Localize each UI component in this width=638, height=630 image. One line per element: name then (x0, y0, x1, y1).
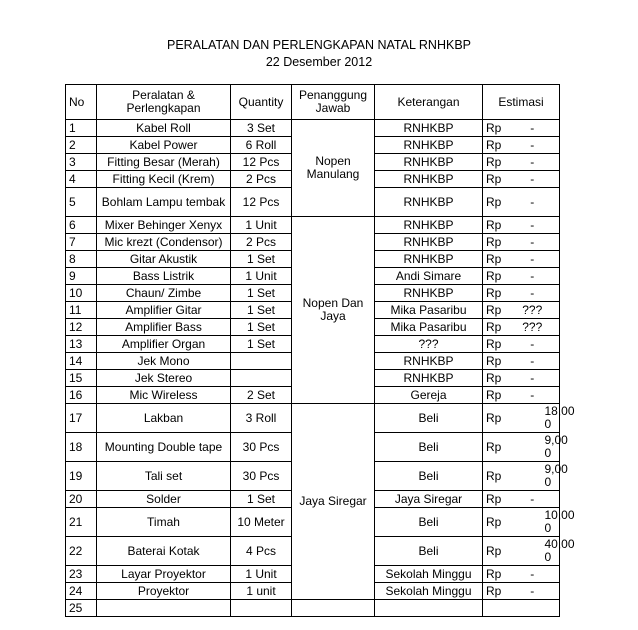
cell-no: 17 (66, 404, 97, 433)
estimasi-line-1: 9,00 (544, 462, 568, 476)
cell-currency: Rp (483, 404, 506, 433)
cell-qty: 3 Roll (231, 404, 292, 433)
cell-keterangan: Jaya Siregar (375, 491, 483, 508)
cell-keterangan: Sekolah Minggu (375, 566, 483, 583)
cell-keterangan: RNHKBP (375, 137, 483, 154)
cell-currency: Rp (483, 387, 506, 404)
estimasi-line-2: 0 (544, 521, 552, 535)
cell-item: Mixer Behinger Xenyx (97, 217, 231, 234)
estimasi-line-2: 0 (544, 475, 552, 489)
cell-item: Bohlam Lampu tembak (97, 188, 231, 217)
cell-no: 8 (66, 251, 97, 268)
column-header-peralatan: Peralatan & Perlengkapan (97, 85, 231, 120)
cell-currency: Rp (483, 137, 506, 154)
cell-no: 24 (66, 583, 97, 600)
cell-estimasi: ??? (506, 302, 560, 319)
cell-no: 23 (66, 566, 97, 583)
cell-estimasi (506, 404, 575, 433)
equipment-table (65, 84, 575, 617)
cell-qty: 4 Pcs (231, 537, 292, 566)
cell-no: 18 (66, 433, 97, 462)
cell-penanggung-group-3: Jaya Siregar (292, 404, 375, 600)
cell-qty: 1 Set (231, 302, 292, 319)
cell-no: 9 (66, 268, 97, 285)
cell-keterangan: RNHKBP (375, 234, 483, 251)
cell-qty: 1 Set (231, 491, 292, 508)
cell-currency: Rp (483, 188, 506, 217)
cell-currency: Rp (483, 583, 506, 600)
cell-estimasi: - (506, 387, 560, 404)
cell-estimasi: - (506, 171, 560, 188)
cell-no: 11 (66, 302, 97, 319)
cell-no: 1 (66, 120, 97, 137)
cell-item: Jek Mono (97, 353, 231, 370)
cell-qty (231, 600, 292, 617)
cell-item: Amplifier Gitar (97, 302, 231, 319)
cell-qty: 2 Set (231, 387, 292, 404)
cell-item: Mic Wireless (97, 387, 231, 404)
cell-keterangan: Andi Simare (375, 268, 483, 285)
cell-keterangan: Beli (375, 462, 483, 491)
cell-keterangan: ??? (375, 336, 483, 353)
cell-no: 3 (66, 154, 97, 171)
cell-keterangan: Gereja (375, 387, 483, 404)
cell-no: 14 (66, 353, 97, 370)
cell-keterangan: RNHKBP (375, 120, 483, 137)
cell-item: Timah (97, 508, 231, 537)
cell-item: Amplifier Bass (97, 319, 231, 336)
cell-qty: 1 Unit (231, 566, 292, 583)
cell-currency: Rp (483, 171, 506, 188)
page-title: PERALATAN DAN PERLENGKAPAN NATAL RNHKBP (166, 38, 471, 52)
cell-item: Mounting Double tape (97, 433, 231, 462)
cell-no: 20 (66, 491, 97, 508)
cell-no: 19 (66, 462, 97, 491)
cell-estimasi: - (506, 154, 560, 171)
cell-estimasi: - (506, 268, 560, 285)
cell-currency: Rp (483, 285, 506, 302)
cell-keterangan: RNHKBP (375, 171, 483, 188)
cell-estimasi (506, 462, 568, 491)
cell-item: Solder (97, 491, 231, 508)
cell-qty: 1 unit (231, 583, 292, 600)
cell-item: Proyektor (97, 583, 231, 600)
cell-currency: Rp (483, 508, 506, 537)
cell-estimasi: - (506, 353, 560, 370)
cell-currency: Rp (483, 268, 506, 285)
cell-keterangan: RNHKBP (375, 285, 483, 302)
estimasi-line-1: 40,00 (544, 537, 575, 551)
cell-keterangan: Mika Pasaribu (375, 319, 483, 336)
cell-no: 21 (66, 508, 97, 537)
estimasi-line-1: 18,00 (544, 404, 575, 418)
table-row (66, 217, 560, 234)
cell-item: Chaun/ Zimbe (97, 285, 231, 302)
table-row (66, 404, 560, 433)
cell-item: Fitting Besar (Merah) (97, 154, 231, 171)
cell-qty: 2 Pcs (231, 234, 292, 251)
cell-currency: Rp (483, 433, 506, 462)
cell-qty: 12 Pcs (231, 188, 292, 217)
cell-qty: 1 Set (231, 336, 292, 353)
cell-qty: 12 Pcs (231, 154, 292, 171)
cell-no: 4 (66, 171, 97, 188)
cell-keterangan: RNHKBP (375, 154, 483, 171)
column-header-quantity: Quantity (231, 85, 292, 120)
cell-keterangan: RNHKBP (375, 353, 483, 370)
cell-no: 15 (66, 370, 97, 387)
cell-currency: Rp (483, 566, 506, 583)
cell-estimasi: - (506, 188, 560, 217)
cell-qty (231, 353, 292, 370)
cell-penanggung (292, 600, 375, 617)
cell-no: 13 (66, 336, 97, 353)
cell-keterangan: RNHKBP (375, 217, 483, 234)
cell-item: Baterai Kotak (97, 537, 231, 566)
column-header-penanggung-jawab: Penanggung Jawab (292, 85, 375, 120)
cell-penanggung-group-2: Nopen Dan Jaya (292, 217, 375, 404)
cell-no: 22 (66, 537, 97, 566)
cell-qty: 1 Unit (231, 268, 292, 285)
cell-item: Mic krezt (Condensor) (97, 234, 231, 251)
cell-keterangan (375, 600, 483, 617)
cell-currency: Rp (483, 154, 506, 171)
cell-currency: Rp (483, 251, 506, 268)
cell-currency: Rp (483, 491, 506, 508)
estimasi-line-1: 9,00 (544, 433, 568, 447)
cell-estimasi: - (506, 234, 560, 251)
cell-item: Gitar Akustik (97, 251, 231, 268)
cell-keterangan: Beli (375, 537, 483, 566)
cell-qty (231, 370, 292, 387)
column-header-estimasi: Estimasi (483, 85, 560, 120)
cell-currency: Rp (483, 370, 506, 387)
cell-currency: Rp (483, 302, 506, 319)
cell-qty: 10 Meter (231, 508, 292, 537)
estimasi-line-2: 0 (544, 446, 552, 460)
cell-qty: 30 Pcs (231, 433, 292, 462)
cell-no: 7 (66, 234, 97, 251)
cell-item (97, 600, 231, 617)
cell-item: Tali set (97, 462, 231, 491)
cell-estimasi: - (506, 370, 560, 387)
cell-estimasi: - (506, 251, 560, 268)
cell-no: 16 (66, 387, 97, 404)
cell-qty: 30 Pcs (231, 462, 292, 491)
cell-qty: 2 Pcs (231, 171, 292, 188)
cell-keterangan: RNHKBP (375, 251, 483, 268)
cell-currency: Rp (483, 234, 506, 251)
cell-currency: Rp (483, 336, 506, 353)
cell-item: Amplifier Organ (97, 336, 231, 353)
cell-estimasi: - (506, 120, 560, 137)
table-header-row (66, 85, 560, 120)
cell-item: Kabel Roll (97, 120, 231, 137)
cell-estimasi (506, 508, 575, 537)
cell-item: Lakban (97, 404, 231, 433)
cell-estimasi: - (506, 285, 560, 302)
cell-qty: 3 Set (231, 120, 292, 137)
cell-keterangan: Mika Pasaribu (375, 302, 483, 319)
cell-estimasi: - (506, 137, 560, 154)
cell-currency: Rp (483, 217, 506, 234)
cell-qty: 6 Roll (231, 137, 292, 154)
cell-keterangan: Beli (375, 404, 483, 433)
column-header-keterangan: Keterangan (375, 85, 483, 120)
cell-no: 25 (66, 600, 97, 617)
cell-estimasi: - (506, 217, 560, 234)
cell-qty: 1 Unit (231, 217, 292, 234)
cell-estimasi: - (506, 491, 560, 508)
cell-item: Fitting Kecil (Krem) (97, 171, 231, 188)
estimasi-line-1: 10,00 (544, 508, 575, 522)
cell-currency: Rp (483, 319, 506, 336)
cell-qty: 1 Set (231, 251, 292, 268)
cell-keterangan: Beli (375, 508, 483, 537)
cell-no: 10 (66, 285, 97, 302)
cell-no: 5 (66, 188, 97, 217)
column-header-no: No (66, 85, 97, 120)
page-date: 22 Desember 2012 (265, 55, 373, 69)
cell-qty: 1 Set (231, 285, 292, 302)
cell-estimasi: ??? (506, 319, 560, 336)
cell-estimasi: - (506, 336, 560, 353)
cell-keterangan: Beli (375, 433, 483, 462)
cell-currency: Rp (483, 462, 506, 491)
estimasi-line-2: 0 (544, 417, 552, 431)
cell-keterangan: RNHKBP (375, 188, 483, 217)
cell-estimasi (506, 537, 575, 566)
cell-currency: Rp (483, 353, 506, 370)
cell-estimasi: - (506, 566, 560, 583)
cell-currency: Rp (483, 120, 506, 137)
cell-keterangan: RNHKBP (375, 370, 483, 387)
cell-estimasi (506, 600, 560, 617)
cell-item: Jek Stereo (97, 370, 231, 387)
cell-item: Layar Proyektor (97, 566, 231, 583)
cell-no: 6 (66, 217, 97, 234)
cell-estimasi: - (506, 583, 560, 600)
cell-item: Kabel Power (97, 137, 231, 154)
cell-no: 12 (66, 319, 97, 336)
cell-qty: 1 Set (231, 319, 292, 336)
table-row (66, 120, 560, 137)
cell-estimasi (506, 433, 568, 462)
cell-item: Bass Listrik (97, 268, 231, 285)
table-row (66, 600, 560, 617)
cell-penanggung-group-1: Nopen Manulang (292, 120, 375, 217)
cell-no: 2 (66, 137, 97, 154)
cell-keterangan: Sekolah Minggu (375, 583, 483, 600)
cell-currency (483, 600, 506, 617)
cell-currency: Rp (483, 537, 506, 566)
estimasi-line-2: 0 (544, 550, 552, 564)
